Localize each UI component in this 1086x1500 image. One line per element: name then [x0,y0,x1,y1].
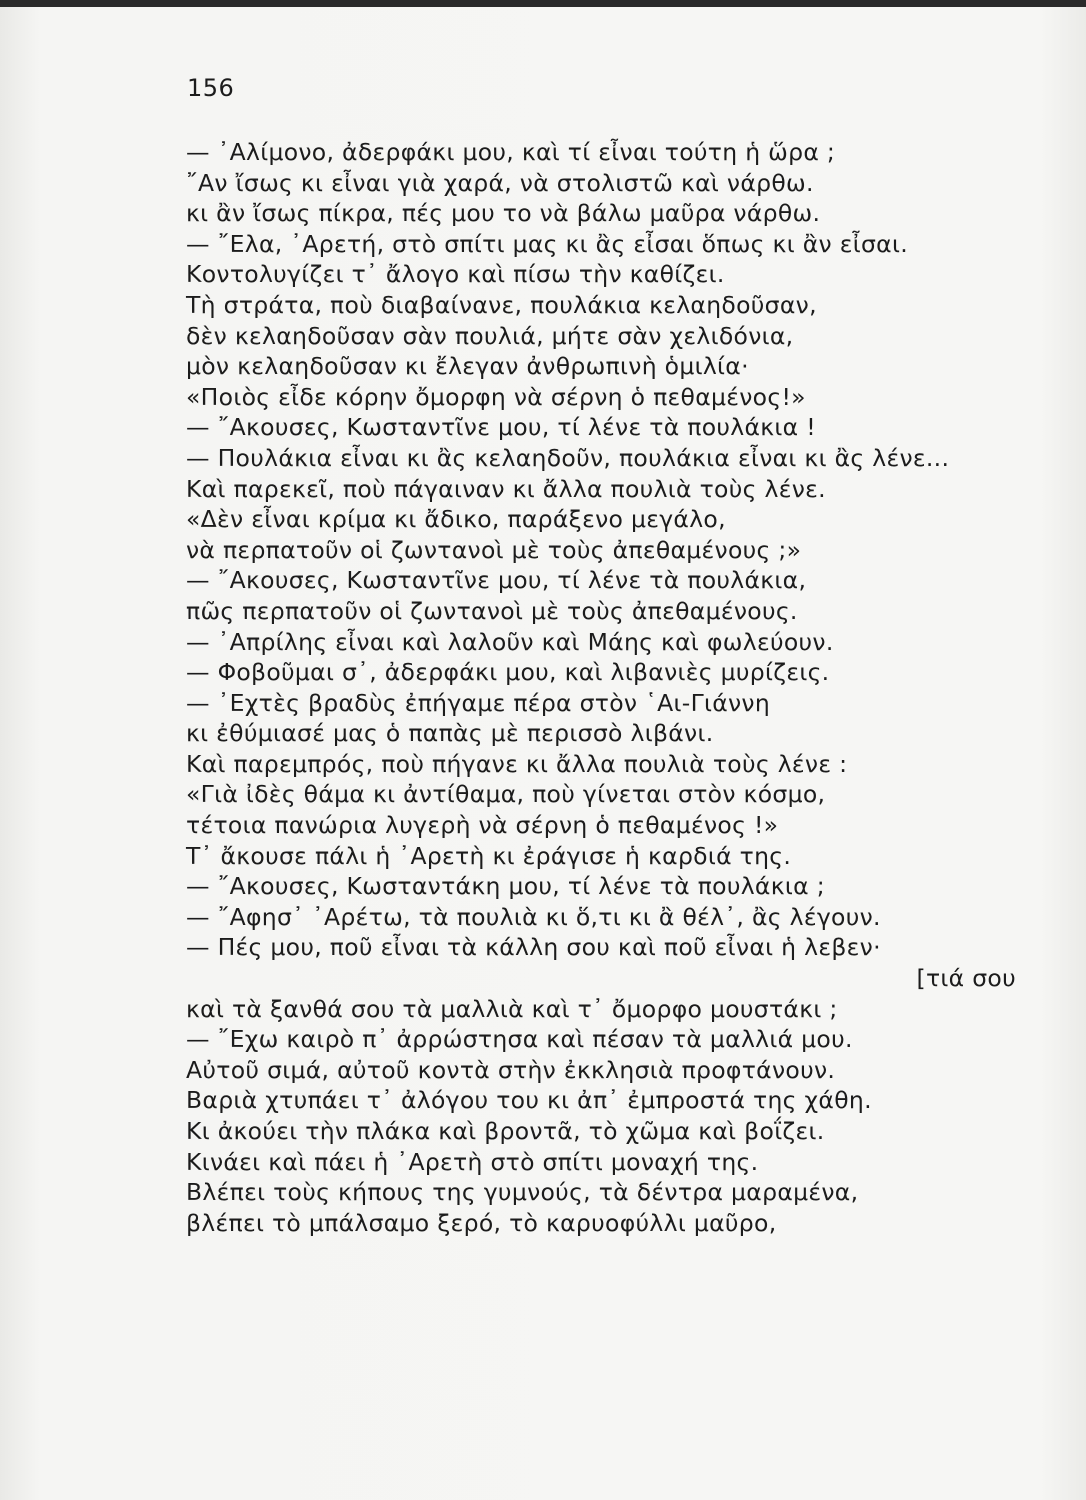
poem-line: — ῎Ελα, ᾿Αρετή, στὸ σπίτι μας κι ἂς εἶσαι ὅπως κι ἂν εἶσαι. [186,229,908,258]
poem-line: — ῎Ακουσες, Κωσταντῖνε μου, τί λένε τὰ πουλάκια ! [186,413,816,442]
poem-line: Καὶ παρεμπρός, ποὺ πήγανε κι ἄλλα πουλιὰ τοὺς λένε : [186,749,848,778]
poem-line: βλέπει τὸ μπάλσαμο ξερό, τὸ καρυοφύλλι μαῦρο, [186,1208,777,1237]
poem-line: «Γιὰ ἰδὲς θάμα κι ἀντίθαμα, ποὺ γίνεται στὸν κόσμο, [186,780,826,809]
poem-line: — ῎Ακουσες, Κωσταντάκη μου, τί λένε τὰ πουλάκια ; [186,872,825,901]
poem-line: — ῎Ακουσες, Κωσταντῖνε μου, τί λένε τὰ πουλάκια, [186,566,807,595]
poem-line: — ᾿Απρίλης εἶναι καὶ λαλοῦν καὶ Μάης καὶ φωλεύουν. [186,627,834,656]
poem-line: Κινάει καὶ πάει ἡ ᾿Αρετὴ στὸ σπίτι μοναχή της. [186,1147,759,1176]
poem-line: Κοντολυγίζει τ᾿ ἄλογο καὶ πίσω τὴν καθίζει. [186,260,725,289]
poem-line: Βλέπει τοὺς κήπους της γυμνούς, τὰ δέντρα μαραμένα, [186,1178,859,1207]
poem-line: Τὴ στράτα, ποὺ διαβαίνανε, πουλάκια κελαηδοῦσαν, [186,290,817,319]
poem-line: — ῎Εχω καιρὸ π᾿ ἀρρώστησα καὶ πέσαν τὰ μαλλιά μου. [186,1025,853,1054]
poem-line: Τ᾿ ἄκουσε πάλι ἡ ᾿Αρετὴ κι ἐράγισε ἡ καρδιά της. [186,841,792,870]
poem-line: Βαριὰ χτυπάει τ᾿ ἀλόγου του κι ἀπ᾿ ἐμπροστά της χάθη. [186,1086,872,1115]
poem-line: — ᾿Αλίμονο, ἀδερφάκι μου, καὶ τί εἶναι τούτη ἡ ὥρα ; [186,138,836,166]
poem-line: πῶς περπατοῦν οἱ ζωντανοὶ μὲ τοὺς ἀπεθαμένους. [186,596,798,625]
poem-line: «Δὲν εἶναι κρίμα κι ἄδικο, παράξενο μεγάλο, [186,505,726,534]
poem-line: καὶ τὰ ξανθά σου τὰ μαλλιὰ καὶ τ᾿ ὄμορφο μουστάκι ; [186,994,838,1023]
poem-line: Κι ἀκούει τὴν πλάκα καὶ βροντᾶ, τὸ χῶμα καὶ βοΐζει. [186,1117,825,1145]
poem-line: — Πουλάκια εἶναι κι ἂς κελαηδοῦν, πουλάκια εἶναι κι ἂς λένε... [186,443,950,472]
poem-line: — Πές μου, ποῦ εἶναι τὰ κάλλη σου καὶ ποῦ εἶναι ἡ λεβεν· [186,933,881,962]
poem-line: νὰ περπατοῦν οἱ ζωντανοὶ μὲ τοὺς ἀπεθαμένους ;» [186,535,802,564]
poem-line: δὲν κελαηδοῦσαν σὰν πουλιά, μήτε σὰν χελιδόνια, [186,321,794,350]
poem-line: [τιά σου [916,964,1016,993]
page-number: 156 [187,74,235,102]
poem-line: Καὶ παρεκεῖ, ποὺ πάγαιναν κι ἄλλα πουλιὰ τοὺς λένε. [186,474,826,503]
poem-line: — ῎Αφησ᾿ ᾿Αρέτω, τὰ πουλιὰ κι ὅ,τι κι ἂ θέλ᾿, ἂς λέγουν. [186,902,881,931]
poem-line: κι ἐθύμιασέ μας ὁ παπὰς μὲ περισσὸ λιβάνι. [186,719,714,748]
poem-line: ῎Αν ἴσως κι εἶναι γιὰ χαρά, νὰ στολιστῶ καὶ νάρθω. [186,168,814,197]
poem-line: — Φοβοῦμαι σ᾿, ἀδερφάκι μου, καὶ λιβανιὲς μυρίζεις. [186,658,830,687]
poem-line: μὸν κελαηδοῦσαν κι ἔλεγαν ἀνθρωπινὴ ὁμιλία· [186,352,749,381]
poem-line: Αὐτοῦ σιμά, αὐτοῦ κοντὰ στὴν ἐκκλησιὰ προφτάνουν. [186,1055,836,1084]
poem-text [186,137,1046,1238]
page-top-border [0,0,1086,7]
poem-line: τέτοια πανώρια λυγερὴ νὰ σέρνη ὁ πεθαμένος !» [186,811,779,840]
poem-line: — ᾿Εχτὲς βραδὺς ἐπήγαμε πέρα στὸν ῾Αι-Γιάννη [186,688,771,717]
poem-line: «Ποιὸς εἶδε κόρην ὄμορφη νὰ σέρνη ὁ πεθαμένος!» [186,382,806,411]
poem-line: κι ἂν ἴσως πίκρα, πές μου το νὰ βάλω μαῦρα νάρθω. [186,199,821,228]
